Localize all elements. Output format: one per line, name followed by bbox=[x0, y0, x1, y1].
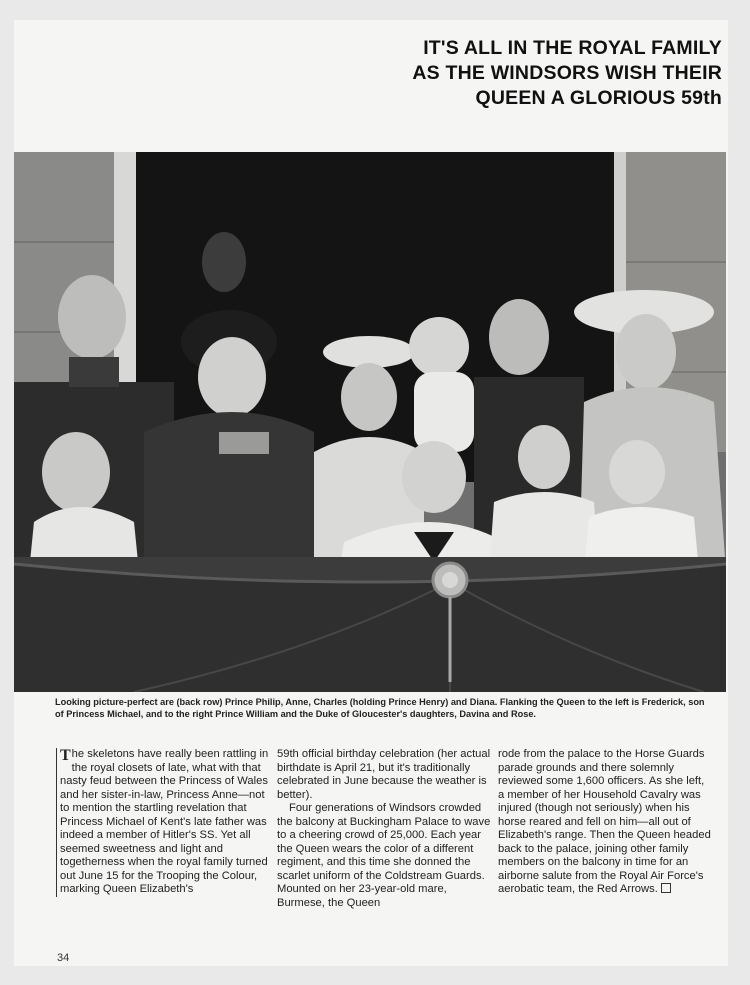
headline bbox=[202, 36, 722, 111]
photo-illustration bbox=[14, 152, 726, 692]
headline-line-3: QUEEN A GLORIOUS 59th bbox=[475, 87, 722, 109]
article-column-2 bbox=[277, 748, 492, 910]
article-text-col2-p2: Four generations of Windsors crowded the balcony at Buckingham Palace to wave to a cheering crowd of 25,000. Each year the Queen wears the color of a different regiment, and this time she donned the scarlet uniform of the Coldstream Guards. Mounted on her 23-year-old mare, Burmese, the Queen bbox=[277, 802, 491, 909]
page-number: 34 bbox=[57, 952, 70, 964]
end-mark-icon bbox=[661, 883, 671, 893]
article-text-col2-p1: 59th official birthday celebration (her actual birthdate is April 21, but it's traditionally celebrated in June because the weather is better). bbox=[277, 748, 491, 801]
headline-line-2: AS THE WINDSORS WISH THEIR bbox=[412, 62, 722, 84]
drop-cap: T bbox=[60, 747, 71, 764]
article-text-col1: he skeletons have really been rattling in the royal closets of late, what with that nasty feud between the Princess of Wales and her sister-in-law, Princess Anne—not to mention the startling revelation that Princess Michael of Kent's late father was indeed a member of Hitler's SS. Yet all seemed sweetness and light and togetherness when the royal family turned out June 15 for the Trooping the Colour, marking Queen Elizabeth's bbox=[60, 748, 269, 895]
article-paragraph bbox=[60, 748, 272, 897]
article-text-col3: rode from the palace to the Horse Guards parade grounds and there solemnly reviewed some 1,600 officers. As she left, a member of her Household Cavalry was injured (though not seriously) when his horse reared and fell on him—all out of Elizabeth's range. Then the Queen headed back to the palace, joining other family members on the balcony in time for an airborne salute from the Royal Air Force's aerobatic team, the Red Arrows. bbox=[498, 748, 711, 895]
article-column-3 bbox=[498, 748, 713, 897]
photo-caption: Looking picture-perfect are (back row) Prince Philip, Anne, Charles (holding Prince Henry) and Diana. Flanking the Queen to the left is Frederick, son of Princess Michael, and to the right Prince William and the Duke of Gloucester's daughters, Davina and Rose. bbox=[55, 697, 705, 719]
royal-family-photo bbox=[14, 152, 726, 692]
article-paragraph bbox=[498, 748, 713, 897]
article-column-1 bbox=[56, 748, 272, 897]
headline-line-1: IT'S ALL IN THE ROYAL FAMILY bbox=[423, 37, 722, 59]
